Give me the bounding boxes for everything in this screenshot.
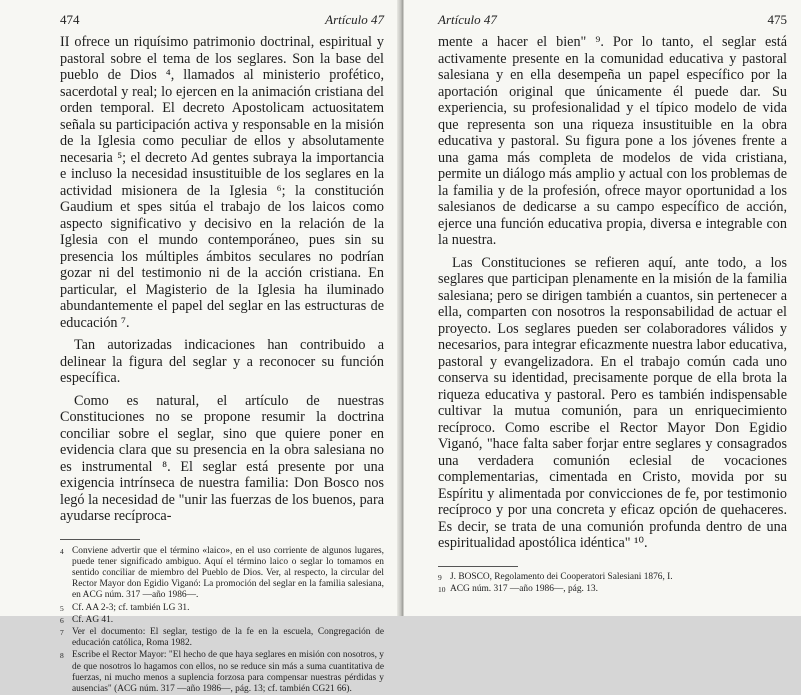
left-body-text [60,34,384,525]
footnote-text: Cf. AG 41. [72,615,384,626]
footnote [60,650,384,695]
footnote-text: Escribe el Rector Mayor: "El hecho de que haya seglares en misión con nosotros, y de que nosotros lo hagamos con ellos, no se reduce sin más a suma cuantitativa de fuerzas, ni mucho menos a suplencia forzosa para compensar nuestras pérdidas y ausencias" (ACG núm. 317 —año 1986—, pág. 13; cf. también CG21 66). [72,650,384,695]
footnote-number: 9 [438,572,450,583]
right-page [404,0,801,616]
paragraph: mente a hacer el bien" ⁹. Por lo tanto, el seglar está activamente presente en la comunidad educativa y pastoral salesiana y en ella desempeña un papel específico por la aportación original que únicamente él puede dar. Su experiencia, su profesionalidad y el típico modelo de vida que representa son una riqueza insustituible en la obra educativa y pastoral. Su figura pone a los jóvenes frente a una gama más completa de modelos de vida cristiana, permite un diálogo más amplio y actual con los problemas de la familia y de la profesión, ofrece mayor oportunidad a los salesianos de dedicarse a su campo específico de acción, ejerce una función educativa propia, diversa e integrable con la nuestra. [438,34,787,249]
footnote-text: Cf. AA 2-3; cf. también LG 31. [72,603,384,614]
left-running-title: Artículo 47 [325,12,384,28]
footnote-number: 8 [60,650,72,695]
left-page [0,0,400,616]
left-page-number: 474 [60,12,80,28]
footnote [438,584,787,595]
left-footnotes [60,546,384,695]
paragraph: II ofrece un riquísimo patrimonio doctrinal, espiritual y pastoral sobre el tema de los seglares. Son la base del pueblo de Dios ⁴, llamados al ministerio profético, sacerdotal y real; lo ejercen en la animación cristiana del orden temporal. El decreto Apostolicam actuositatem señala su participación activa y responsable en la misión de la Iglesia como peculiar de ellos y absolutamente necesaria ⁵; el decreto Ad gentes subraya la importancia e incluso la necesidad insustituible de los seglares en la actividad misionera de la Iglesia ⁶; la constitución Gaudium et spes sitúa el trabajo de los laicos como aspecto significativo y decisivo en la relación de la Iglesia con el mundo contemporáneo, pues sin su presencia los múltiples ámbitos seculares no podrían gozar ni del testimonio ni de la acción cristiana. En particular, el Magisterio de la Iglesia ha iluminado abundantemente el papel del seglar en las estructuras de educación ⁷. [60,34,384,331]
footnote [60,615,384,626]
paragraph: Tan autorizadas indicaciones han contribuido a delinear la figura del seglar y a reconocer su función específica. [60,337,384,387]
footnote-number: 4 [60,546,72,602]
right-page-number: 475 [768,12,788,28]
footnote-number: 5 [60,603,72,614]
footnote [60,603,384,614]
right-footnotes [438,572,787,596]
left-running-head [60,12,384,30]
footnote-rule [60,539,140,540]
footnote-number: 7 [60,627,72,649]
footnote [60,627,384,649]
footnote [438,572,787,583]
footnote-text: Conviene advertir que el término «laico», en el uso corriente de algunos lugares, puede tener significado ambiguo. Aquí el término laico o seglar lo tomamos en sentido conciliar de miembro del Pueblo de Dios. Ver, al respecto, la circular del Rector Mayor don Egidio Viganó: La promoción del seglar en la familia salesiana, en ACG núm. 317 —año 1986—. [72,546,384,602]
footnote-number: 10 [438,584,450,595]
footnote-text: Ver el documento: El seglar, testigo de la fe en la escuela, Congregación de educación católica, Roma 1982. [72,627,384,649]
footnote-text: J. BOSCO, Regolamento dei Cooperatori Salesiani 1876, I. [450,572,787,583]
footnote-rule [438,566,518,567]
footnote-text: ACG núm. 317 —año 1986—, pág. 13. [450,584,787,595]
right-body-text [438,34,787,552]
footnote [60,546,384,602]
footnote-number: 6 [60,615,72,626]
right-running-head [438,12,787,30]
right-running-title: Artículo 47 [438,12,497,28]
paragraph: Las Constituciones se refieren aquí, ante todo, a los seglares que participan plenamente en la misión de la familia salesiana; pero se dirigen también a cuantos, sin pertenecer a ella, comparten con nosotros la responsabilidad de actuar el proyecto. Los seglares pueden ser colaboradores válidos y necesarios, para integrar eficazmente nuestra labor educativa, pastoral y evangelizadora. En el trabajo común cada uno conserva su identidad, precisamente porque de ella brota la riqueza educativa y pastoral. Pero es también indispensable cultivar la mutua comunión, para un enriquecimiento recíproco. Como escribe el Rector Mayor Don Egidio Viganó, "hace falta saber forjar entre seglares y consagrados una verdadera comunión eclesial de vocaciones complementarias, cimentada en Cristo, movida por su Espíritu y alimentada por convicciones de fe, por testimonio recíproco y por una concreta y eficaz opción de quehaceres. Es decir, se trata de una comunión profunda dentro de una espiritualidad apostólica idéntica" ¹⁰. [438,255,787,552]
paragraph: Como es natural, el artículo de nuestras Constituciones no se propone resumir la doctrina conciliar sobre el seglar, sino que quiere poner en evidencia clara que su presencia en la obra salesiana no es instrumental ⁸. El seglar está presente por una exigencia intrínseca de nuestra familia: Don Bosco nos legó la necesidad de "unir las fuerzas de los buenos, para ayudarse recíproca- [60,393,384,525]
